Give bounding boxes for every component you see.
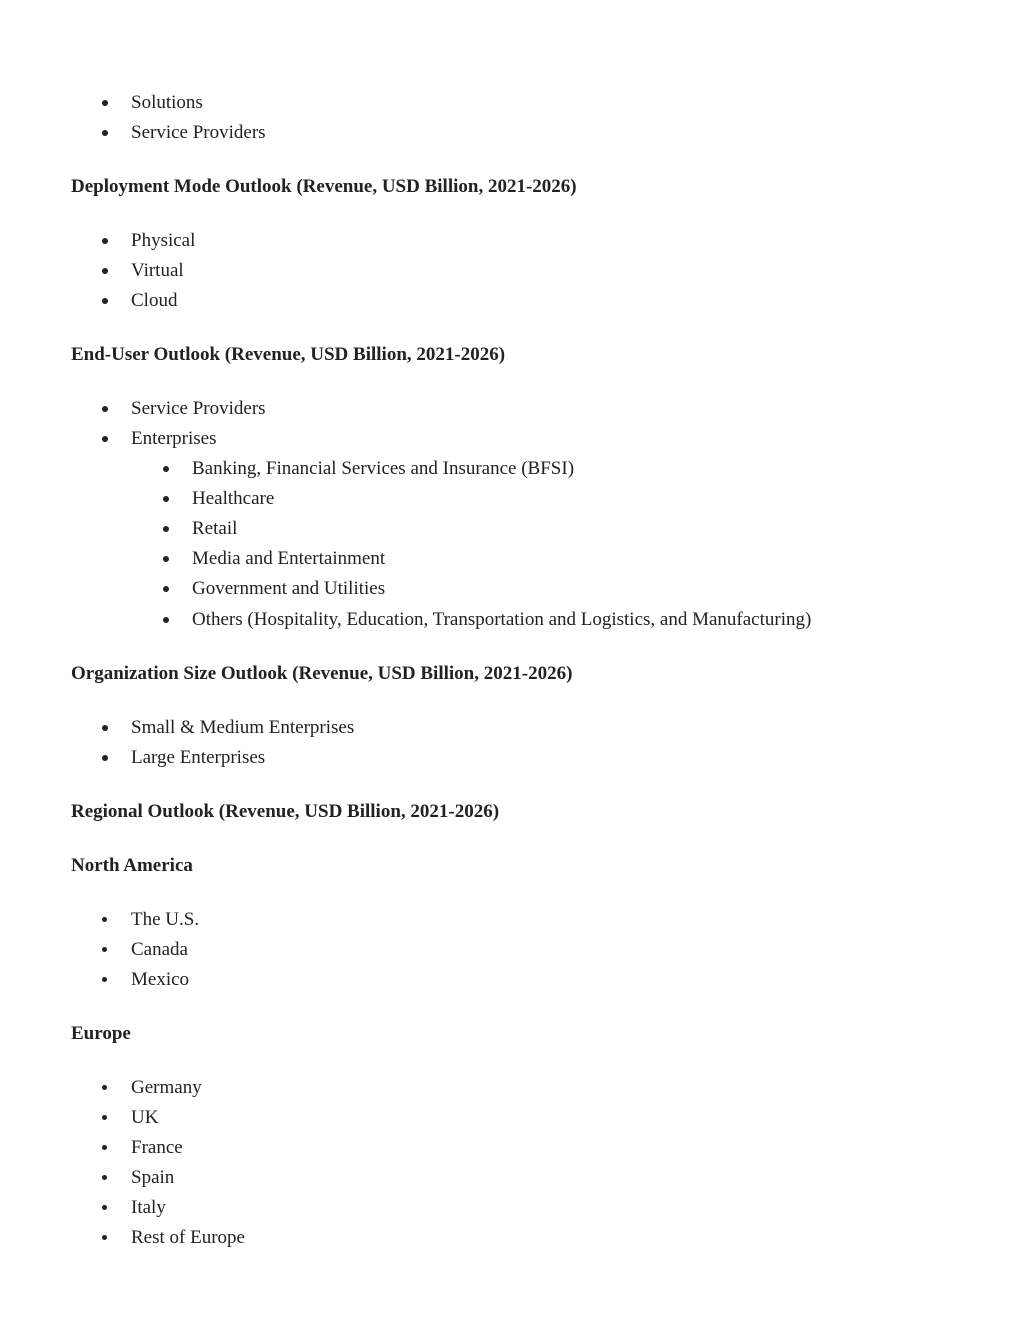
bullet-icon xyxy=(102,1145,107,1150)
bullet-icon xyxy=(102,436,108,442)
sub-list-item: Others (Hospitality, Education, Transportation and Logistics, and Manufacturing) xyxy=(192,609,812,630)
bullet-icon xyxy=(102,100,108,106)
bullet-icon xyxy=(102,130,108,136)
list-item: Small & Medium Enterprises xyxy=(131,717,355,738)
section-heading-end-user: End-User Outlook (Revenue, USD Billion, 2021-2026) xyxy=(71,344,506,365)
sub-list-item: Government and Utilities xyxy=(192,578,386,599)
bullet-icon xyxy=(102,977,107,982)
sub-list-item: Media and Entertainment xyxy=(192,548,386,569)
bullet-icon xyxy=(102,947,107,952)
list-item: Canada xyxy=(131,939,188,960)
list-item: Italy xyxy=(131,1197,166,1218)
list-item: Virtual xyxy=(131,260,184,281)
bullet-icon xyxy=(163,556,169,562)
sub-list-item: Healthcare xyxy=(192,488,275,509)
section-heading-regional: Regional Outlook (Revenue, USD Billion, 2021-2026) xyxy=(71,801,500,822)
list-item: France xyxy=(131,1137,183,1158)
bullet-icon xyxy=(102,1235,107,1240)
bullet-icon xyxy=(102,725,108,731)
bullet-icon xyxy=(163,586,169,592)
bullet-icon xyxy=(102,238,108,244)
sub-list-item: Retail xyxy=(192,518,238,539)
list-item: Enterprises xyxy=(131,428,217,449)
bullet-icon xyxy=(163,496,169,502)
bullet-icon xyxy=(102,298,108,304)
list-item: The U.S. xyxy=(131,909,200,930)
bullet-icon xyxy=(102,268,108,274)
list-item: Cloud xyxy=(131,290,178,311)
bullet-icon xyxy=(102,1115,107,1120)
section-heading-org-size: Organization Size Outlook (Revenue, USD Billion, 2021-2026) xyxy=(71,663,573,684)
list-item: UK xyxy=(131,1107,159,1128)
bullet-icon xyxy=(102,1085,107,1090)
section-heading-deployment: Deployment Mode Outlook (Revenue, USD Billion, 2021-2026) xyxy=(71,176,577,197)
list-item: Service Providers xyxy=(131,122,266,143)
bullet-icon xyxy=(102,755,108,761)
bullet-icon xyxy=(102,406,108,412)
subheading-north-america: North America xyxy=(71,855,193,876)
bullet-icon xyxy=(163,526,169,532)
subheading-europe: Europe xyxy=(71,1023,131,1044)
bullet-icon xyxy=(102,1175,107,1180)
list-item: Physical xyxy=(131,230,196,251)
sub-list-item: Banking, Financial Services and Insurance (BFSI) xyxy=(192,458,575,479)
bullet-icon xyxy=(163,466,169,472)
list-item: Germany xyxy=(131,1077,202,1098)
list-item: Service Providers xyxy=(131,398,266,419)
bullet-icon xyxy=(102,1205,107,1210)
list-item: Solutions xyxy=(131,92,203,113)
list-item: Mexico xyxy=(131,969,190,990)
list-item: Spain xyxy=(131,1167,175,1188)
bullet-icon xyxy=(163,617,169,623)
list-item: Rest of Europe xyxy=(131,1227,245,1248)
bullet-icon xyxy=(102,917,107,922)
list-item: Large Enterprises xyxy=(131,747,266,768)
